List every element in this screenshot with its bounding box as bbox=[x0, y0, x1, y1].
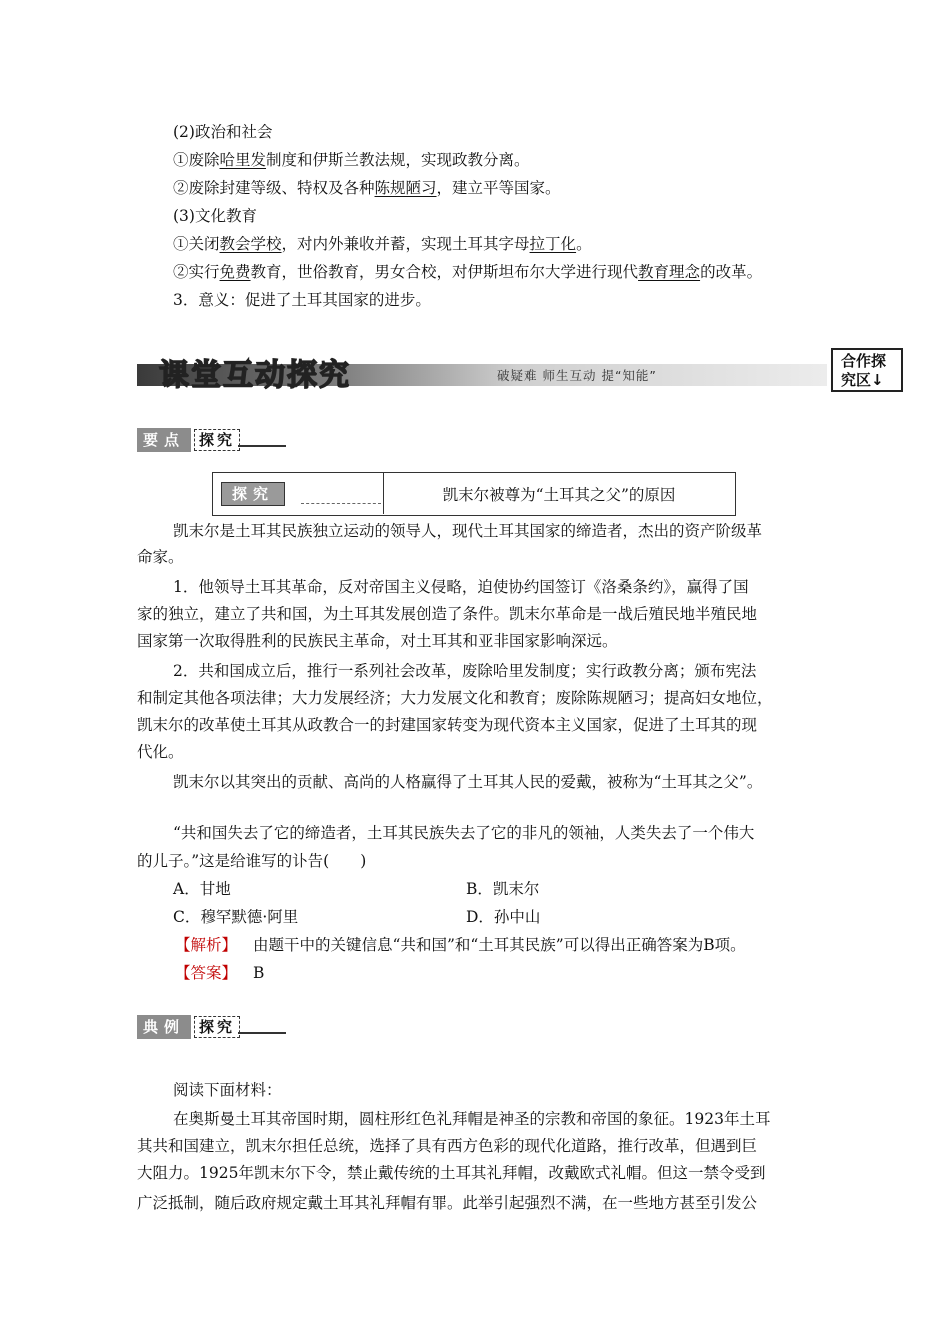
list-item bbox=[173, 261, 853, 283]
reading-line: 大阻力。1925年凯末尔下令，禁止戴传统的土耳其礼拜帽，改戴欧式礼帽。但这一禁令受到 bbox=[137, 1164, 766, 1182]
text-segment: 制度和伊斯兰教法规，实现政教分离。 bbox=[266, 151, 530, 169]
banner-box-line2: 究区↓ bbox=[841, 371, 884, 389]
banner-title: 课堂互动探究 bbox=[159, 358, 351, 393]
text-segment: ①关闭 bbox=[173, 235, 220, 253]
question-stem: 的儿子。”这是给谁写的讣告( ) bbox=[137, 852, 367, 870]
explore-label: 探究 bbox=[221, 482, 285, 506]
underlined-term: 陈规陋习 bbox=[374, 179, 437, 197]
paragraph-line: 代化。 bbox=[137, 743, 184, 761]
tag-underline bbox=[238, 1020, 286, 1034]
option-c[interactable]: C．穆罕默德·阿里 bbox=[173, 908, 299, 926]
section-banner bbox=[137, 348, 907, 394]
example-tag-box: 探究 bbox=[194, 1016, 240, 1038]
paragraph-line: 家的独立，建立了共和国，为土耳其发展创造了条件。凯末尔革命是一战后殖民地半殖民地 bbox=[137, 605, 758, 623]
keypoint-tag-box: 探究 bbox=[194, 429, 240, 451]
paragraph-line: 凯末尔的改革使土耳其从政教合一的封建国家转变为现代资本主义国家，促进了土耳其的现 bbox=[137, 716, 758, 734]
option-a[interactable]: A．甘地 bbox=[173, 880, 231, 898]
list-item bbox=[173, 233, 853, 255]
analysis-line bbox=[175, 934, 855, 956]
text-segment: 。 bbox=[576, 235, 592, 253]
paragraph-line: 和制定其他各项法律；大力发展经济；大力发展文化和教育；废除陈规陋习；提高妇女地位， bbox=[137, 689, 773, 707]
answer-line bbox=[175, 962, 855, 984]
option-d[interactable]: D．孙中山 bbox=[466, 908, 541, 926]
meaning-line: 3．意义：促进了土耳其国家的进步。 bbox=[173, 291, 431, 309]
paragraph-line: 国家第一次取得胜利的民族民主革命，对土耳其和亚非国家影响深远。 bbox=[137, 632, 618, 650]
keypoint-tag bbox=[137, 428, 286, 452]
cooperation-zone-link[interactable] bbox=[831, 348, 903, 392]
underlined-term: 免费 bbox=[219, 263, 251, 281]
explore-dash bbox=[301, 503, 381, 504]
example-tag bbox=[137, 1015, 286, 1039]
reading-intro: 阅读下面材料： bbox=[173, 1081, 282, 1099]
paragraph-line: 2．共和国成立后，推行一系列社会改革，废除哈里发制度；实行政教分离；颁布宪法 bbox=[173, 662, 757, 680]
banner-subtitle: 破疑难 师生互动 提“知能” bbox=[497, 368, 657, 383]
underlined-term: 教育理念 bbox=[638, 263, 701, 281]
paragraph-line: 凯末尔以其突出的贡献、高尚的人格赢得了土耳其人民的爱戴，被称为“土耳其之父”。 bbox=[173, 773, 763, 791]
paragraph-line: 1．他领导土耳其革命，反对帝国主义侵略，迫使协约国签订《洛桑条约》，赢得了国 bbox=[173, 578, 749, 596]
paragraph-line: 凯末尔是土耳其民族独立运动的领导人，现代土耳其国家的缔造者，杰出的资产阶级革 bbox=[173, 522, 763, 540]
text-segment: ①废除 bbox=[173, 151, 220, 169]
text-segment: ，对内外兼收并蓄，实现土耳其字母 bbox=[281, 235, 530, 253]
reading-line: 广泛抵制，随后政府规定戴土耳其礼拜帽有罪。此举引起强烈不满，在一些地方甚至引发公 bbox=[137, 1194, 758, 1212]
reading-line: 其共和国建立，凯末尔担任总统，选择了具有西方色彩的现代化道路，推行改革，但遇到巨 bbox=[137, 1137, 758, 1155]
text-segment: ，建立平等国家。 bbox=[436, 179, 561, 197]
text-segment: ②废除封建等级、特权及各种 bbox=[173, 179, 375, 197]
question-stem: “共和国失去了它的缔造者，土耳其民族失去了它的非凡的领袖，人类失去了一个伟大 bbox=[173, 824, 755, 842]
answer-text: B bbox=[253, 964, 265, 982]
analysis-label: 【解析】 bbox=[175, 936, 238, 954]
option-b[interactable]: B．凯末尔 bbox=[466, 880, 540, 898]
explore-title: 凯末尔被尊为“土耳其之父”的原因 bbox=[442, 486, 676, 504]
heading-political: (2)政治和社会 bbox=[173, 123, 273, 141]
underlined-term: 教会学校 bbox=[219, 235, 282, 253]
list-item bbox=[173, 149, 853, 171]
explore-box bbox=[212, 472, 736, 516]
tag-underline bbox=[238, 433, 286, 447]
text-segment: 教育，世俗教育，男女合校，对伊斯坦布尔大学进行现代 bbox=[250, 263, 639, 281]
explore-divider bbox=[383, 473, 384, 514]
text-segment: ②实行 bbox=[173, 263, 220, 281]
reading-line: 在奥斯曼土耳其帝国时期，圆柱形红色礼拜帽是神圣的宗教和帝国的象征。1923年土耳 bbox=[173, 1110, 771, 1128]
paragraph-line: 命家。 bbox=[137, 548, 184, 566]
banner-box-line1: 合作探 bbox=[841, 352, 887, 370]
list-item bbox=[173, 177, 853, 199]
text-segment: 的改革。 bbox=[700, 263, 763, 281]
underlined-term: 哈里发 bbox=[219, 151, 267, 169]
heading-culture: (3)文化教育 bbox=[173, 207, 257, 225]
example-tag-label: 典例 bbox=[137, 1015, 191, 1039]
answer-label: 【答案】 bbox=[175, 964, 238, 982]
keypoint-tag-label: 要点 bbox=[137, 428, 191, 452]
analysis-text: 由题干中的关键信息“共和国”和“土耳其民族”可以得出正确答案为B项。 bbox=[253, 936, 746, 954]
underlined-term: 拉丁化 bbox=[529, 235, 577, 253]
